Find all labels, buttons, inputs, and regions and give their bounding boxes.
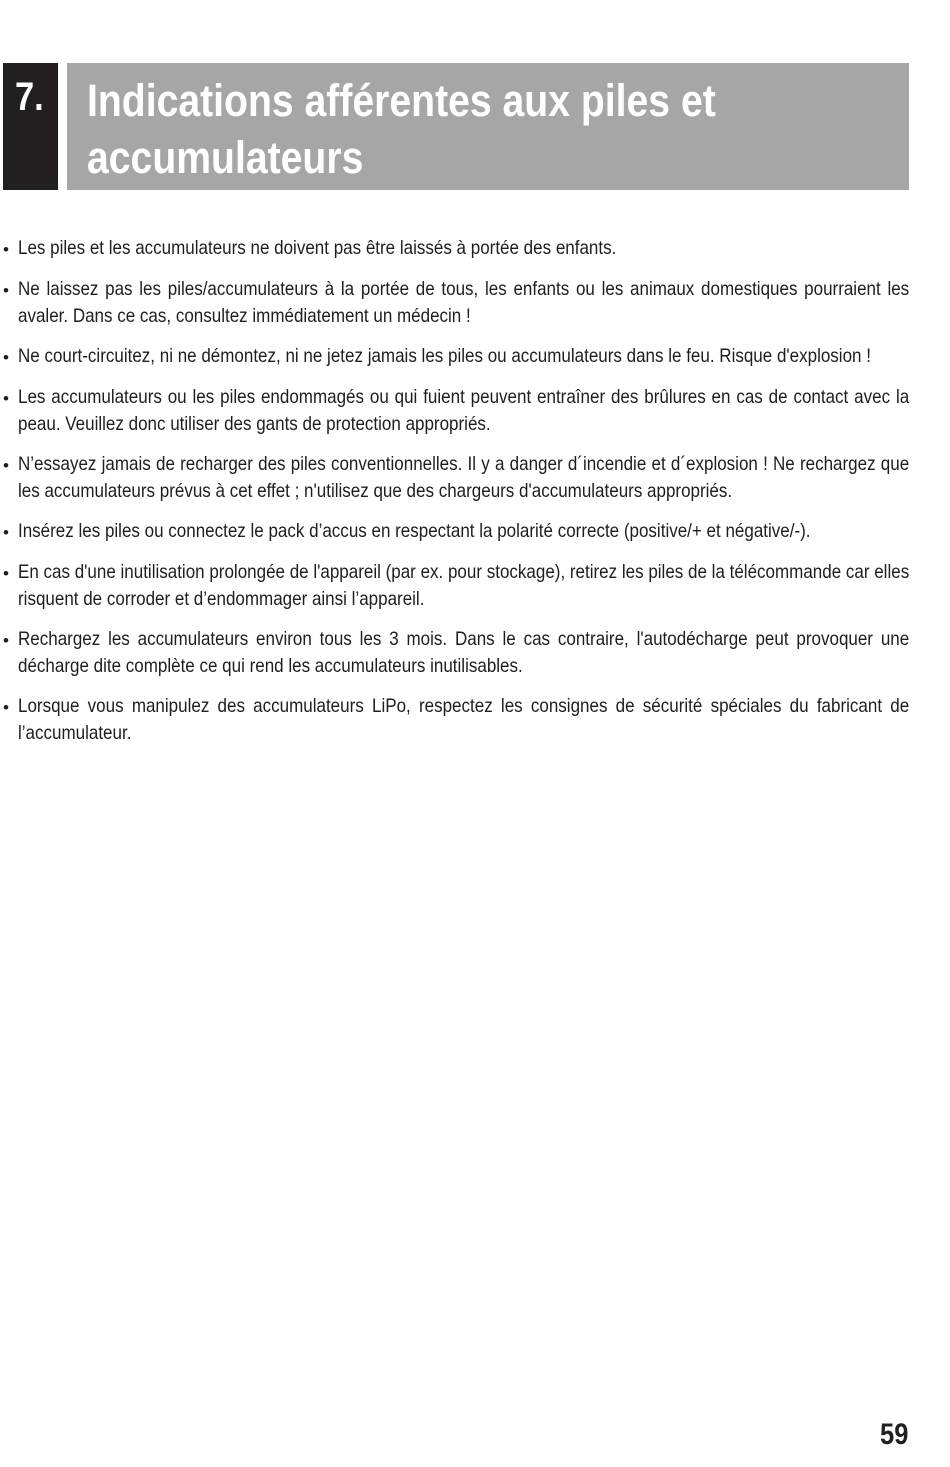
bullet-text: Insérez les piles ou connectez le pack d’accus en respectant la polarité correcte (positive/+ et négative/-). — [18, 520, 811, 542]
bullet-text: N’essayez jamais de recharger des piles conventionnelles. Il y a danger d´incendie et d´explosion ! Ne rechargez que les accumulateurs prévus à cet effet ; n'utilisez que des chargeurs d'accumulateurs appropriés. — [18, 453, 910, 502]
bullet-text: Lorsque vous manipulez des accumulateurs LiPo, respectez les consignes de sécurité spéciales du fabricant de l’accumulateur. — [18, 695, 910, 744]
bullet-icon: • — [3, 240, 9, 259]
bullet-item — [0, 276, 950, 329]
bullet-icon: • — [3, 456, 9, 475]
bullet-item — [0, 384, 950, 437]
section-header — [3, 63, 909, 190]
bullet-text: En cas d'une inutilisation prolongée de l'appareil (par ex. pour stockage), retirez les piles de la télécommande car elles risquent de corroder et d’endommager ainsi l’appareil. — [18, 561, 910, 610]
bullet-icon: • — [3, 389, 9, 408]
bullet-item — [0, 626, 950, 679]
bullet-item — [0, 235, 950, 262]
bullet-item — [0, 343, 950, 370]
bullet-text: Les piles et les accumulateurs ne doivent pas être laissés à portée des enfants. — [18, 237, 617, 259]
bullet-text: Ne laissez pas les piles/accumulateurs à la portée de tous, les enfants ou les animaux domestiques pourraient les avaler. Dans ce cas, consultez immédiatement un médecin ! — [18, 278, 910, 327]
bullet-item — [0, 451, 950, 504]
bullet-item — [0, 518, 950, 545]
bullet-item — [0, 559, 950, 612]
section-title-box — [67, 63, 909, 190]
bullet-text: Rechargez les accumulateurs environ tous les 3 mois. Dans le cas contraire, l'autodécharge peut provoquer une décharge dite complète ce qui rend les accumulateurs inutilisables. — [18, 628, 910, 677]
bullet-icon: • — [3, 564, 9, 583]
bullet-icon: • — [3, 698, 9, 717]
bullet-icon: • — [3, 348, 9, 367]
bullet-icon: • — [3, 281, 9, 300]
bullet-text: Ne court-circuitez, ni ne démontez, ni ne jetez jamais les piles ou accumulateurs dans le feu. Risque d'explosion ! — [18, 345, 871, 367]
bullet-icon: • — [3, 631, 9, 650]
section-number: 7. — [3, 63, 58, 190]
page-number: 59 — [879, 1418, 908, 1451]
bullet-list — [0, 235, 950, 746]
section-title: Indications afférentes aux piles et accumulateurs — [87, 75, 716, 183]
bullet-icon: • — [3, 523, 9, 542]
content-body — [0, 235, 950, 760]
bullet-text: Les accumulateurs ou les piles endommagés ou qui fuient peuvent entraîner des brûlures en cas de contact avec la peau. Veuillez donc utiliser des gants de protection appropriés. — [18, 386, 910, 435]
bullet-item — [0, 693, 950, 746]
